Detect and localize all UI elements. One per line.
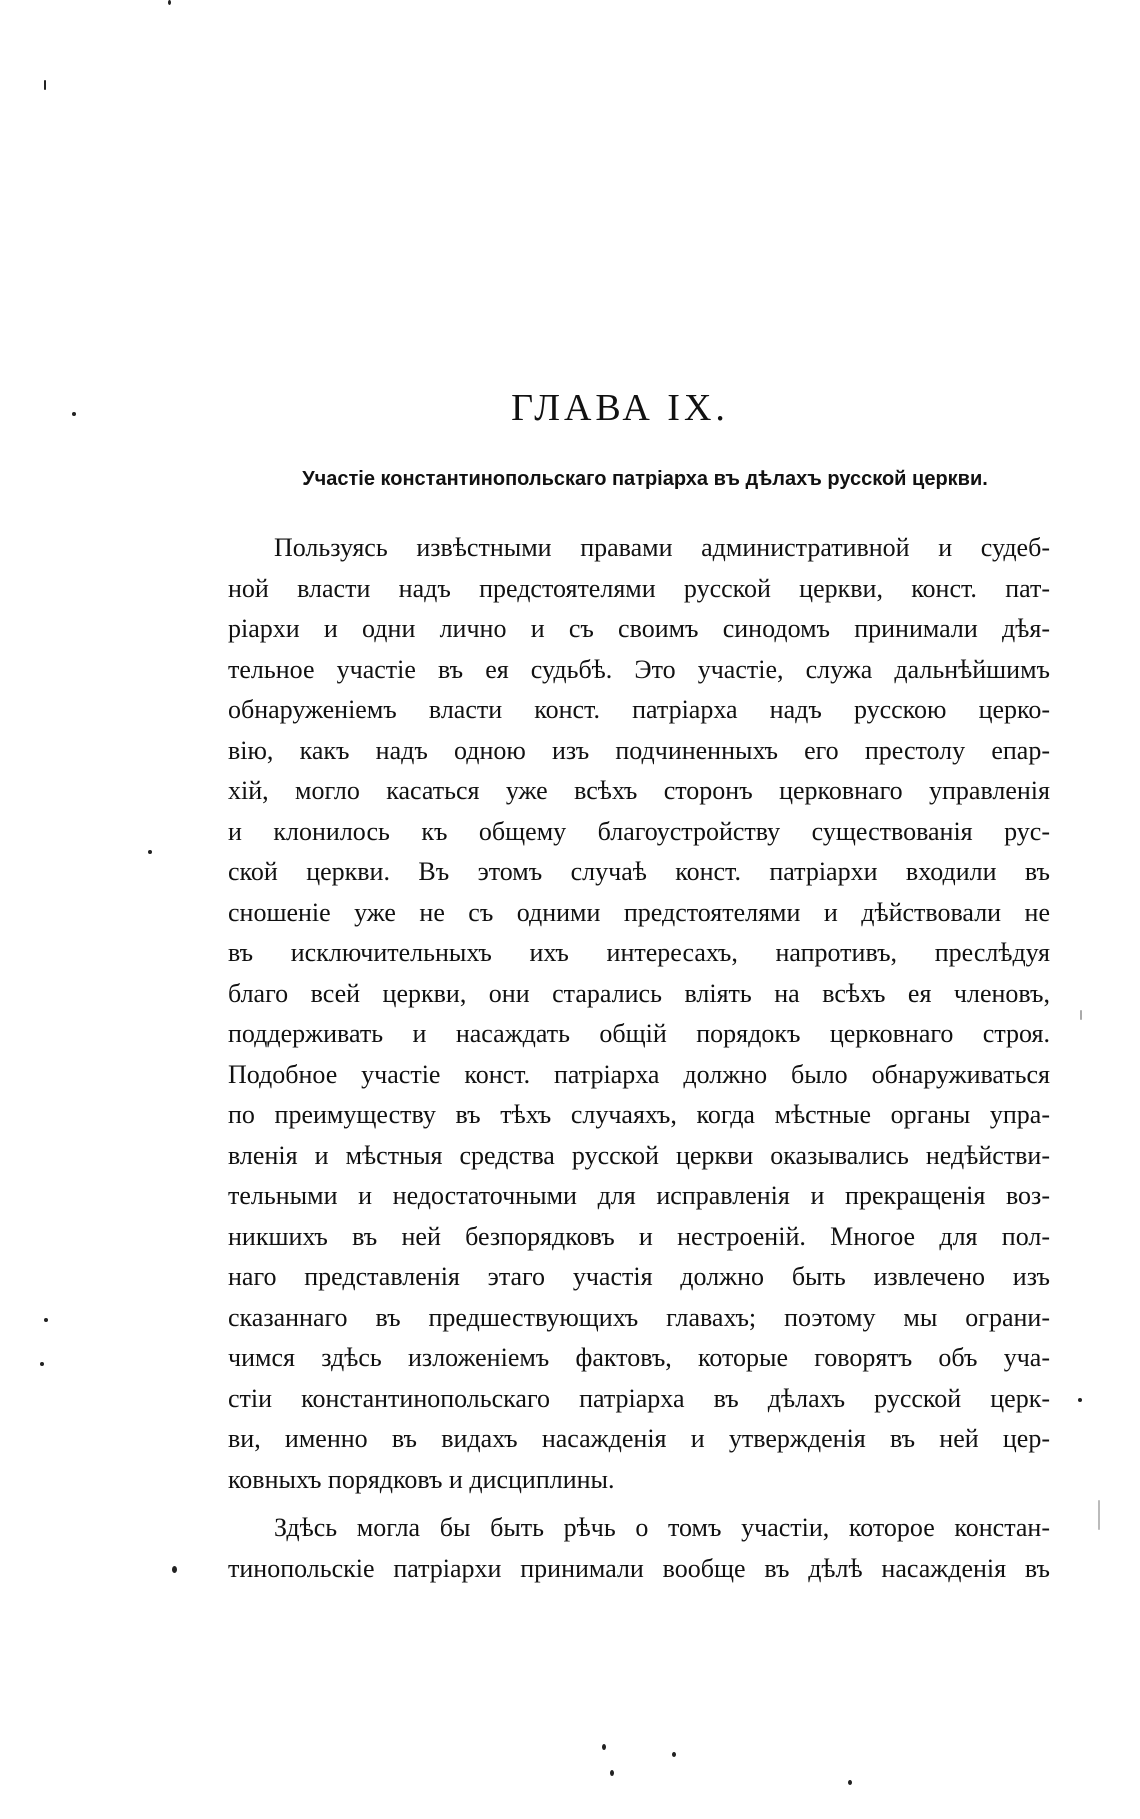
- text-line: чимся здѣсь изложеніемъ фактовъ, которые говорятъ объ уча-: [228, 1343, 1050, 1372]
- scan-speck: [148, 850, 152, 854]
- text-line: Здѣсь могла бы быть рѣчь о томъ участіи, которое констан-: [274, 1513, 1050, 1542]
- text-line: Пользуясь извѣстными правами административной и судеб-: [274, 533, 1050, 562]
- text-line: и клонилось къ общему благоустройству существованія рус-: [228, 816, 1050, 846]
- text-line: въ исключительныхъ ихъ интересахъ, напротивъ, преслѣдуя: [228, 938, 1050, 967]
- text-line: стіи константинопольскаго патріарха въ дѣлахъ русской церк-: [228, 1383, 1050, 1413]
- scan-speck: [72, 412, 76, 416]
- text-line: ковныхъ порядковъ и дисциплины.: [228, 1464, 615, 1494]
- scan-speck: [1078, 1398, 1082, 1402]
- text-line: по преимуществу въ тѣхъ случаяхъ, когда мѣстные органы упра-: [228, 1100, 1050, 1129]
- text-line: благо всей церкви, они старались вліять на всѣхъ ея членовъ,: [228, 978, 1050, 1008]
- text-line: наго представленія этаго участія должно быть извлечено изъ: [228, 1262, 1050, 1291]
- scan-speck: [610, 1770, 614, 1776]
- text-line: никшихъ въ ней безпорядковъ и нестроеній. Многое для пол-: [228, 1221, 1050, 1251]
- scan-speck: [1098, 1500, 1100, 1530]
- text-line: ской церкви. Въ этомъ случаѣ конст. патріархи входили въ: [228, 857, 1050, 886]
- scan-speck: [44, 80, 46, 90]
- scan-speck: [44, 1318, 48, 1322]
- text-line: сказаннаго въ предшествующихъ главахъ; поэтому мы ограни-: [228, 1302, 1050, 1332]
- text-line: тельными и недостаточными для исправленія и прекращенія воз-: [228, 1181, 1050, 1210]
- scan-speck: [1080, 1010, 1082, 1020]
- text-line: сношеніе уже не съ одними предстоятелями и дѣйствовали не: [228, 897, 1050, 927]
- text-line: ви, именно въ видахъ насажденія и утвержденія въ ней цер-: [228, 1424, 1050, 1453]
- scan-speck: [848, 1780, 852, 1785]
- text-line: обнаруженіемъ власти конст. патріарха надъ русскою церко-: [228, 695, 1050, 724]
- text-line: вію, какъ надъ одною изъ подчиненныхъ его престолу епар-: [228, 735, 1050, 765]
- text-line: тинопольскіе патріархи принимали вообще въ дѣлѣ насажденія въ: [228, 1553, 1050, 1583]
- scan-speck: [172, 1566, 177, 1573]
- text-line: ріархи и одни лично и съ своимъ синодомъ принимали дѣя-: [228, 614, 1050, 643]
- scan-speck: [672, 1752, 676, 1757]
- chapter-subtitle: Участіе константинопольскаго патріарха въ дѣлахъ русской церкви.: [302, 468, 988, 490]
- text-line: Подобное участіе конст. патріарха должно было обнаруживаться: [228, 1059, 1050, 1089]
- text-line: поддерживать и насаждать общій порядокъ церковнаго строя.: [228, 1019, 1050, 1048]
- paragraph-gap: [228, 1500, 1050, 1508]
- text-line: хій, могло касаться уже всѣхъ сторонъ церковнаго управленія: [228, 776, 1050, 805]
- text-line: ной власти надъ предстоятелями русской церкви, конст. пат-: [228, 573, 1050, 603]
- scan-speck: [40, 1362, 44, 1366]
- paragraph-1: [228, 528, 1050, 1500]
- body-text: [228, 528, 1050, 1589]
- scan-speck: [168, 0, 171, 5]
- text-line: вленія и мѣстныя средства русской церкви оказывались недѣйстви-: [228, 1140, 1050, 1170]
- scan-speck: [602, 1744, 606, 1750]
- chapter-title: ГЛАВА IX.: [511, 387, 729, 429]
- paragraph-2: [228, 1508, 1050, 1589]
- text-line: тельное участіе въ ея судьбѣ. Это участіе, служа дальнѣйшимъ: [228, 654, 1050, 684]
